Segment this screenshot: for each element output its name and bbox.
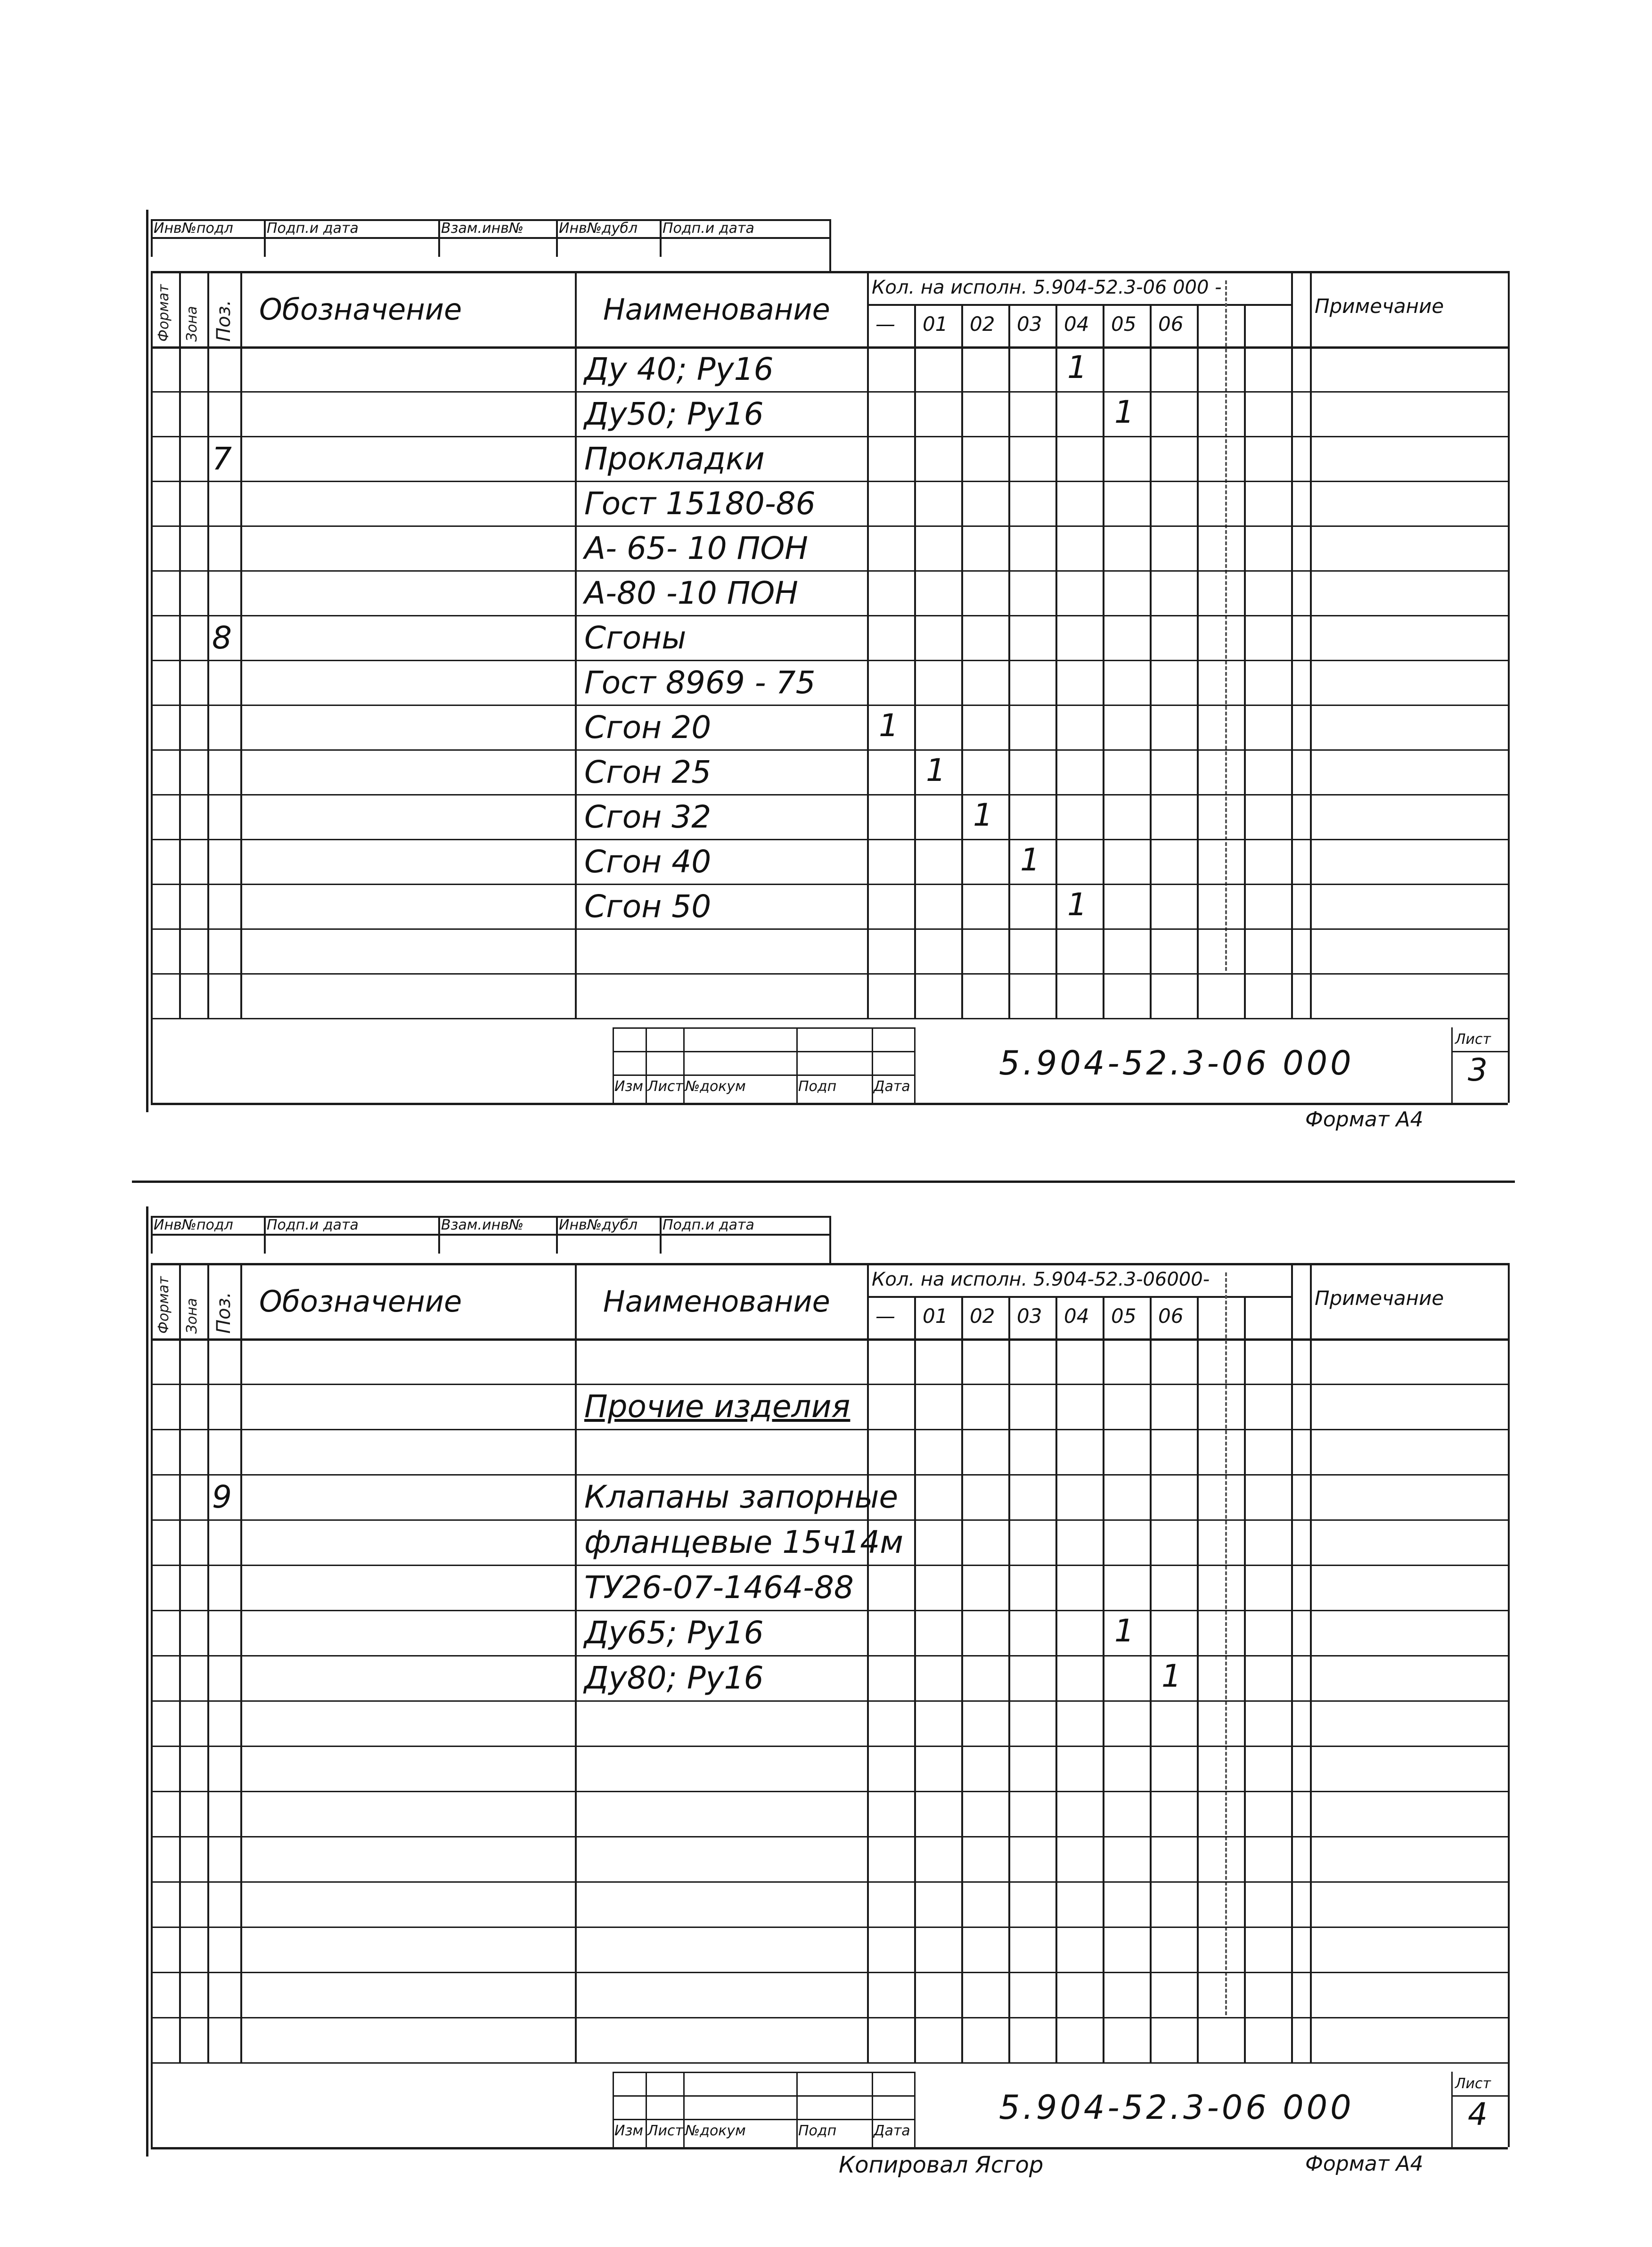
qty-column-line [1150, 1296, 1152, 2062]
column-line [207, 271, 209, 1018]
row-pos: 9 [212, 1479, 232, 1515]
stamp-grid-v [613, 2072, 614, 2147]
row-qty: 1 [1020, 842, 1040, 878]
row-line [151, 839, 1508, 840]
row-line [151, 2017, 1508, 2018]
header-qty-col: 06 [1158, 1304, 1184, 1328]
stamp-grid-v [872, 2072, 873, 2147]
row-qty: 1 [1161, 1658, 1181, 1694]
header-note: Примечание [1315, 295, 1444, 318]
header-top [151, 271, 1508, 273]
row-line [151, 570, 1508, 572]
footer-format: Формат А4 [1305, 1107, 1423, 1132]
top-strip-label: Подп.и дата [267, 1217, 359, 1233]
row-qty: 1 [1067, 886, 1087, 923]
stamp-sheet-div [1451, 2072, 1453, 2147]
row-line [151, 1519, 1508, 1521]
column-line [179, 271, 181, 1018]
stamp-grid-v [796, 2072, 798, 2147]
stamp-sheet-label: Лист [1455, 2075, 1491, 2092]
qty-column-line [961, 1296, 963, 2062]
stamp-sheet-label: Лист [1455, 1031, 1491, 1048]
strip-right-join [829, 1216, 831, 1263]
header-zone: Зона [184, 306, 200, 342]
qty-column-line [1197, 1296, 1199, 2062]
spec-sheet-4 [141, 1216, 1513, 2178]
stamp-label: Дата [874, 2123, 910, 2139]
stamp-doc-number: 5.904-52.3-06 000 [999, 2088, 1354, 2127]
row-line [151, 1881, 1508, 1883]
top-strip-divider [660, 219, 662, 257]
row-name: ТУ26-07-1464-88 [584, 1569, 854, 1606]
row-line [151, 749, 1508, 751]
column-line [207, 1263, 209, 2062]
row-line [151, 928, 1508, 930]
row-name: Клапаны запорные [584, 1479, 899, 1515]
qty-column-line [1008, 1296, 1010, 2062]
header-qty-col: — [875, 312, 895, 336]
row-name: Ду65; Ру16 [584, 1615, 764, 1651]
header-pos: Поз. [213, 300, 235, 342]
row-name: Сгоны [584, 620, 687, 656]
stamp-bottom [151, 1103, 1508, 1105]
stamp-grid-v [872, 1027, 873, 1103]
stamp-grid-v [683, 2072, 685, 2147]
qty-title-line [867, 304, 1291, 306]
top-strip-label: Инв№дубл [559, 220, 638, 237]
stamp-label: №докум [685, 1078, 746, 1095]
top-strip-divider [556, 219, 558, 257]
stamp-grid-h [613, 2095, 914, 2097]
top-strip-divider [438, 1216, 440, 1254]
header-qty-title: Кол. на исполн. 5.904-52.3-06000- [872, 1269, 1210, 1290]
stamp-grid-h [613, 2119, 914, 2120]
row-name: А- 65- 10 ПОН [584, 530, 808, 566]
top-strip-divider [264, 1216, 266, 1254]
stamp-grid-v [914, 2072, 916, 2147]
row-line [151, 1018, 1508, 1019]
stamp-grid-v [613, 1027, 614, 1103]
row-qty: 1 [1114, 1613, 1134, 1649]
column-line [240, 271, 242, 1018]
header-note: Примечание [1315, 1287, 1444, 1310]
row-line [151, 1836, 1508, 1837]
column-line [867, 1263, 869, 2062]
row-name: Сгон 32 [584, 799, 712, 835]
header-qty-title: Кол. на исполн. 5.904-52.3-06 000 - [872, 277, 1222, 298]
row-line [151, 1655, 1508, 1657]
stamp-grid-v [646, 1027, 647, 1103]
column-line [151, 1263, 153, 2062]
footer-copied: Копировал Ясгор [839, 2152, 1044, 2178]
row-name: Прочие изделия [584, 1388, 851, 1425]
row-qty: 1 [1067, 349, 1087, 385]
stamp-right [1508, 2062, 1510, 2147]
row-line [151, 1384, 1508, 1385]
stamp-grid-v [683, 1027, 685, 1103]
column-line [240, 1263, 242, 2062]
top-strip-divider [660, 1216, 662, 1254]
top-strip-mid [151, 1234, 829, 1236]
stamp-sheet-number: 4 [1468, 2096, 1488, 2132]
row-line [151, 1565, 1508, 1566]
stamp-sheet-number: 3 [1468, 1052, 1488, 1088]
qty-column-line [1291, 1263, 1293, 2062]
stamp-bottom [151, 2147, 1508, 2149]
header-name: Наименование [603, 1284, 830, 1319]
header-bottom [151, 1338, 1508, 1341]
top-strip-label: Подп.и дата [267, 220, 359, 237]
qty-column-line [1055, 1296, 1057, 2062]
header-qty-col: 01 [923, 312, 948, 336]
dashed-mark [1225, 280, 1227, 971]
header-qty-col: 02 [970, 1304, 995, 1328]
stamp-right [1508, 1018, 1510, 1103]
header-zone: Зона [184, 1298, 200, 1334]
top-strip-divider [151, 219, 153, 257]
qty-column-line [1291, 271, 1293, 1018]
row-name: Гост 15180-86 [584, 485, 816, 522]
row-pos: 7 [212, 441, 232, 477]
header-qty-col: 03 [1017, 1304, 1042, 1328]
top-strip-divider [438, 219, 440, 257]
top-strip-divider [556, 1216, 558, 1254]
row-line [151, 1610, 1508, 1611]
qty-column-line [1244, 1296, 1246, 2062]
row-name: Сгон 40 [584, 844, 712, 880]
header-format: Формат [155, 1276, 172, 1334]
header-format: Формат [155, 284, 172, 342]
column-line [1508, 271, 1510, 1018]
row-line [151, 615, 1508, 616]
header-qty-col: 02 [970, 312, 995, 336]
row-line [151, 660, 1508, 661]
stamp-label: Изм [614, 2123, 644, 2139]
header-qty-col: 04 [1064, 1304, 1089, 1328]
header-top [151, 1263, 1508, 1265]
row-qty: 1 [879, 707, 899, 744]
row-line [151, 884, 1508, 885]
header-qty-col: 01 [923, 1304, 948, 1328]
stamp-grid-h [613, 1074, 914, 1076]
header-qty-col: 05 [1111, 312, 1137, 336]
stamp-grid-v [796, 1027, 798, 1103]
row-line [151, 1972, 1508, 1973]
column-line [1310, 271, 1312, 1018]
qty-column-line [1103, 1296, 1104, 2062]
stamp-doc-number: 5.904-52.3-06 000 [999, 1044, 1354, 1082]
column-line [151, 271, 153, 1018]
stamp-label: Подп [798, 2123, 837, 2139]
column-line [575, 271, 577, 1018]
row-qty: 1 [926, 752, 946, 788]
row-line [151, 1746, 1508, 1747]
row-line [151, 1927, 1508, 1928]
row-line [151, 1791, 1508, 1792]
header-pos: Поз. [213, 1292, 235, 1334]
strip-right-join [829, 219, 831, 271]
row-line [151, 391, 1508, 393]
top-strip-mid [151, 237, 829, 239]
top-strip-label: Инв№дубл [559, 1217, 638, 1233]
footer-format: Формат А4 [1305, 2152, 1423, 2176]
stamp-label: Лист [647, 2123, 684, 2139]
top-strip-label: Взам.инв№ [441, 1217, 524, 1233]
header-designation: Обозначение [259, 1284, 462, 1319]
top-strip-divider [151, 1216, 153, 1254]
qty-column-line [914, 1296, 916, 2062]
stamp-label: Подп [798, 1078, 837, 1095]
row-name: Прокладки [584, 441, 765, 477]
row-line [151, 525, 1508, 527]
top-strip-label: Подп.и дата [662, 220, 754, 237]
header-bottom [151, 346, 1508, 349]
header-designation: Обозначение [259, 292, 462, 327]
row-name: А-80 -10 ПОН [584, 575, 798, 611]
top-strip-label: Подп.и дата [662, 1217, 754, 1233]
row-name: Гост 8969 - 75 [584, 664, 816, 701]
stamp-left [151, 1018, 153, 1103]
top-strip-label: Взам.инв№ [441, 220, 524, 237]
stamp-grid-v [646, 2072, 647, 2147]
row-line [151, 794, 1508, 795]
top-strip-label: Инв№подл [154, 220, 233, 237]
header-qty-col: 04 [1064, 312, 1089, 336]
header-qty-col: 05 [1111, 1304, 1137, 1328]
row-line [151, 1700, 1508, 1702]
row-line [151, 705, 1508, 706]
row-line [151, 973, 1508, 975]
qty-title-line [867, 1296, 1291, 1298]
top-strip-label: Инв№подл [154, 1217, 233, 1233]
sheet-separator [132, 1181, 1515, 1183]
row-name: Сгон 50 [584, 888, 712, 925]
row-line [151, 2062, 1508, 2064]
spec-sheet-3 [141, 219, 1513, 1171]
column-line [867, 271, 869, 1018]
stamp-grid-h [613, 1051, 914, 1052]
header-qty-col: — [875, 1304, 895, 1328]
stamp-label: Лист [647, 1078, 684, 1095]
stamp-label: №докум [685, 2123, 746, 2139]
row-name: Ду80; Ру16 [584, 1660, 764, 1696]
column-line [179, 1263, 181, 2062]
row-name: фланцевые 15ч14м [584, 1524, 904, 1560]
row-pos: 8 [212, 620, 232, 656]
row-name: Ду50; Ру16 [584, 396, 764, 432]
row-qty: 1 [1114, 394, 1134, 430]
frame-left [146, 210, 148, 1112]
stamp-label: Дата [874, 1078, 910, 1095]
stamp-grid-v [914, 1027, 916, 1103]
row-qty: 1 [973, 797, 993, 833]
header-qty-col: 03 [1017, 312, 1042, 336]
row-name: Ду 40; Ру16 [584, 351, 774, 387]
column-line [1310, 1263, 1312, 2062]
row-line [151, 1474, 1508, 1476]
column-line [575, 1263, 577, 2062]
header-qty-col: 06 [1158, 312, 1184, 336]
stamp-grid-h [613, 1027, 914, 1029]
header-name: Наименование [603, 292, 830, 327]
top-strip-divider [264, 219, 266, 257]
row-name: Сгон 25 [584, 754, 712, 790]
row-line [151, 1429, 1508, 1430]
stamp-left [151, 2062, 153, 2147]
stamp-grid-h [613, 2072, 914, 2073]
stamp-label: Изм [614, 1078, 644, 1095]
column-line [1508, 1263, 1510, 2062]
stamp-sheet-div [1451, 1027, 1453, 1103]
row-line [151, 436, 1508, 437]
row-line [151, 481, 1508, 482]
frame-left [146, 1206, 148, 2157]
row-name: Сгон 20 [584, 709, 712, 746]
